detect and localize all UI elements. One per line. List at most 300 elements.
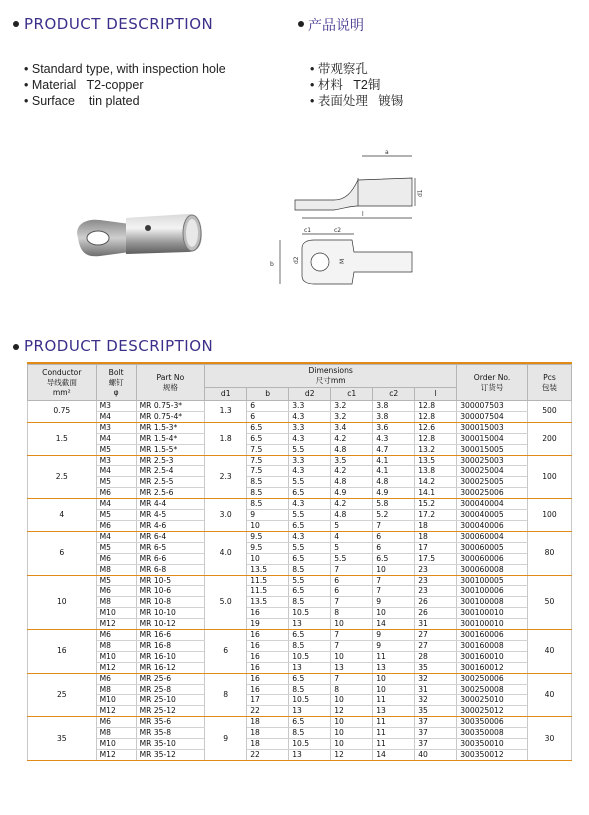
spec-text: Surface tin plated — [31, 94, 140, 108]
c1-cell: 4.2 — [331, 466, 373, 477]
dim-label-m: M — [339, 258, 346, 264]
part-no-cell: MR 2.5-4 — [136, 466, 205, 477]
order-no-cell: 300040006 — [457, 520, 528, 531]
l-cell: 40 — [415, 750, 457, 761]
b-cell: 13.5 — [247, 564, 289, 575]
order-no-cell: 300160008 — [457, 640, 528, 651]
l-cell: 37 — [415, 728, 457, 739]
order-no-cell: 300007503 — [457, 401, 528, 412]
table-row — [28, 542, 572, 553]
b-cell: 13.5 — [247, 597, 289, 608]
header-text: 螺钉 — [108, 377, 124, 387]
l-cell: 28 — [415, 651, 457, 662]
b-cell: 22 — [247, 706, 289, 717]
product-table — [27, 364, 572, 761]
l-cell: 13.5 — [415, 455, 457, 466]
c1-cell: 10 — [331, 717, 373, 728]
bolt-cell: M6 — [96, 586, 136, 597]
bolt-cell: M8 — [96, 728, 136, 739]
table-row — [28, 466, 572, 477]
pcs-cell: 200 — [527, 422, 571, 455]
b-cell: 9.5 — [247, 542, 289, 553]
header-text: 尺寸mm — [315, 376, 346, 385]
spec-text: 表面处理 镀锡 — [317, 94, 404, 108]
bolt-cell: M10 — [96, 608, 136, 619]
header-text: Pcs — [543, 372, 556, 382]
header-text: Conductor — [42, 367, 82, 377]
table-row — [28, 739, 572, 750]
conductor-cell: 4 — [28, 499, 97, 532]
bolt-cell: M8 — [96, 640, 136, 651]
c1-cell: 10 — [331, 651, 373, 662]
table-row — [28, 499, 572, 510]
pcs-cell: 40 — [527, 673, 571, 717]
header-text: 订货号 — [480, 382, 504, 392]
header-text: Order No. — [473, 372, 511, 382]
spec-text: Standard type, with inspection hole — [31, 62, 226, 76]
spec-text: 带观察孔 — [317, 62, 368, 76]
dim-label-d1: d1 — [417, 189, 424, 197]
c2-cell: 4.1 — [373, 466, 415, 477]
part-no-cell: MR 25-10 — [136, 695, 205, 706]
d2-cell: 4.3 — [289, 433, 331, 444]
c1-cell: 4.2 — [331, 433, 373, 444]
header-text: mm² — [52, 387, 71, 397]
d2-cell: 8.5 — [289, 684, 331, 695]
c2-cell: 14 — [373, 619, 415, 630]
technical-drawing — [262, 148, 422, 308]
spec-item: • Standard type, with inspection hole — [24, 62, 226, 76]
header-order — [457, 365, 528, 401]
order-no-cell: 300007504 — [457, 411, 528, 422]
order-no-cell: 300025010 — [457, 695, 528, 706]
c2-cell: 14 — [373, 750, 415, 761]
order-no-cell: 300100006 — [457, 586, 528, 597]
conductor-cell: 16 — [28, 630, 97, 674]
order-no-cell: 300250006 — [457, 673, 528, 684]
d2-cell: 6.5 — [289, 717, 331, 728]
order-no-cell: 300160010 — [457, 651, 528, 662]
part-no-cell: MR 10-10 — [136, 608, 205, 619]
c2-cell: 4.7 — [373, 444, 415, 455]
l-cell: 27 — [415, 630, 457, 641]
spec-item: • 材料 T2铜 — [310, 78, 381, 92]
c1-cell: 3.2 — [331, 411, 373, 422]
dim-label-a: a — [385, 149, 389, 156]
table-row — [28, 750, 572, 761]
section-title-cn: 产品说明 — [308, 18, 364, 34]
order-no-cell: 300350012 — [457, 750, 528, 761]
pcs-cell: 30 — [527, 717, 571, 761]
d2-cell: 6.5 — [289, 520, 331, 531]
c2-cell: 5.2 — [373, 510, 415, 521]
d2-cell: 5.5 — [289, 510, 331, 521]
conductor-cell: 35 — [28, 717, 97, 761]
dim-label-b: b — [270, 261, 274, 268]
bolt-cell: M3 — [96, 455, 136, 466]
c1-cell: 10 — [331, 695, 373, 706]
table-row — [28, 651, 572, 662]
order-no-cell: 300060004 — [457, 531, 528, 542]
header-text: φ — [113, 387, 119, 397]
part-no-cell: MR 10-5 — [136, 575, 205, 586]
b-cell: 6 — [247, 401, 289, 412]
table-row — [28, 520, 572, 531]
b-cell: 11.5 — [247, 575, 289, 586]
l-cell: 15.2 — [415, 499, 457, 510]
b-cell: 8.5 — [247, 499, 289, 510]
l-cell: 17 — [415, 542, 457, 553]
part-no-cell: MR 16-12 — [136, 662, 205, 673]
part-no-cell: MR 25-12 — [136, 706, 205, 717]
d2-cell: 13 — [289, 619, 331, 630]
order-no-cell: 300025012 — [457, 706, 528, 717]
d1-cell: 5.0 — [205, 575, 247, 630]
bolt-cell: M5 — [96, 575, 136, 586]
d2-cell: 3.3 — [289, 422, 331, 433]
b-cell: 8.5 — [247, 488, 289, 499]
bolt-cell: M4 — [96, 433, 136, 444]
bullet-dot — [13, 21, 19, 27]
bolt-cell: M6 — [96, 717, 136, 728]
d2-cell: 13 — [289, 662, 331, 673]
table-row — [28, 684, 572, 695]
header-dimensions — [205, 365, 457, 388]
c2-cell: 4.8 — [373, 477, 415, 488]
d2-cell: 4.3 — [289, 531, 331, 542]
b-cell: 11.5 — [247, 586, 289, 597]
b-cell: 16 — [247, 640, 289, 651]
part-no-cell: MR 16-8 — [136, 640, 205, 651]
bolt-cell: M6 — [96, 520, 136, 531]
bolt-cell: M10 — [96, 739, 136, 750]
d2-cell: 8.5 — [289, 564, 331, 575]
header-text: 导线截面 — [46, 377, 77, 387]
c1-cell: 8 — [331, 608, 373, 619]
part-no-cell: MR 1.5-5* — [136, 444, 205, 455]
b-cell: 19 — [247, 619, 289, 630]
part-no-cell: MR 10-8 — [136, 597, 205, 608]
l-cell: 26 — [415, 608, 457, 619]
bolt-cell: M6 — [96, 488, 136, 499]
pcs-cell: 100 — [527, 455, 571, 499]
c1-cell: 5 — [331, 542, 373, 553]
d2-cell: 10.5 — [289, 651, 331, 662]
b-cell: 16 — [247, 630, 289, 641]
c2-cell: 9 — [373, 630, 415, 641]
c1-cell: 12 — [331, 750, 373, 761]
bolt-cell: M5 — [96, 444, 136, 455]
c2-cell: 10 — [373, 673, 415, 684]
spec-list-cn — [310, 61, 403, 109]
order-no-cell: 300025004 — [457, 466, 528, 477]
c1-cell: 4.8 — [331, 510, 373, 521]
l-cell: 12.8 — [415, 411, 457, 422]
d2-cell: 3.3 — [289, 401, 331, 412]
part-no-cell: MR 16-10 — [136, 651, 205, 662]
table-row — [28, 531, 572, 542]
d2-cell: 5.5 — [289, 575, 331, 586]
order-no-cell: 300015005 — [457, 444, 528, 455]
d1-cell: 3.0 — [205, 499, 247, 532]
spec-text: Material T2-copper — [31, 78, 144, 92]
d1-cell: 1.8 — [205, 422, 247, 455]
table-row — [28, 422, 572, 433]
b-cell: 18 — [247, 728, 289, 739]
c2-cell: 13 — [373, 662, 415, 673]
table-row — [28, 662, 572, 673]
c2-cell: 6 — [373, 542, 415, 553]
d2-cell: 6.5 — [289, 553, 331, 564]
order-no-cell: 300060006 — [457, 553, 528, 564]
part-no-cell: MR 0.75-4* — [136, 411, 205, 422]
header-text: 包装 — [541, 382, 558, 392]
d1-cell: 8 — [205, 673, 247, 717]
d2-cell: 4.3 — [289, 466, 331, 477]
d2-cell: 6.5 — [289, 488, 331, 499]
l-cell: 27 — [415, 640, 457, 651]
d2-cell: 6.5 — [289, 586, 331, 597]
section-title-en-2: PRODUCT DESCRIPTION — [24, 337, 214, 355]
header-pcs — [527, 365, 571, 401]
b-cell: 16 — [247, 662, 289, 673]
pcs-cell: 100 — [527, 499, 571, 532]
c1-cell: 12 — [331, 706, 373, 717]
header-partno — [136, 365, 205, 401]
part-no-cell: MR 6-5 — [136, 542, 205, 553]
bolt-cell: M4 — [96, 531, 136, 542]
order-no-cell: 300350010 — [457, 739, 528, 750]
order-no-cell: 300040005 — [457, 510, 528, 521]
c1-cell: 7 — [331, 630, 373, 641]
d1-cell: 1.3 — [205, 401, 247, 423]
header-text: 规格 — [162, 382, 178, 392]
c1-cell: 10 — [331, 739, 373, 750]
order-no-cell: 300060008 — [457, 564, 528, 575]
dim-label-d2: d2 — [293, 256, 300, 264]
c2-cell: 7 — [373, 575, 415, 586]
d2-cell: 4.3 — [289, 411, 331, 422]
d2-cell: 8.5 — [289, 728, 331, 739]
order-no-cell: 300025003 — [457, 455, 528, 466]
bolt-cell: M8 — [96, 684, 136, 695]
header-d1: d1 — [205, 388, 247, 401]
order-no-cell: 300060005 — [457, 542, 528, 553]
c2-cell: 3.8 — [373, 411, 415, 422]
b-cell: 8.5 — [247, 477, 289, 488]
bolt-cell: M4 — [96, 411, 136, 422]
c1-cell: 4.8 — [331, 477, 373, 488]
c1-cell: 4.9 — [331, 488, 373, 499]
pcs-cell: 50 — [527, 575, 571, 630]
bolt-cell: M12 — [96, 619, 136, 630]
table-row — [28, 553, 572, 564]
table-row — [28, 510, 572, 521]
conductor-cell: 1.5 — [28, 422, 97, 455]
table-row — [28, 586, 572, 597]
header-d2: d2 — [289, 388, 331, 401]
spec-item: • 带观察孔 — [310, 62, 368, 76]
table-row — [28, 717, 572, 728]
b-cell: 7.5 — [247, 444, 289, 455]
conductor-cell: 25 — [28, 673, 97, 717]
table-row — [28, 619, 572, 630]
l-cell: 13.8 — [415, 466, 457, 477]
table-row — [28, 728, 572, 739]
part-no-cell: MR 0.75-3* — [136, 401, 205, 412]
part-no-cell: MR 2.5-5 — [136, 477, 205, 488]
bullet-dot — [13, 344, 19, 350]
b-cell: 16 — [247, 684, 289, 695]
c1-cell: 6 — [331, 586, 373, 597]
c1-cell: 6 — [331, 575, 373, 586]
order-no-cell: 300350006 — [457, 717, 528, 728]
bullet-dot — [298, 21, 304, 27]
header-c2: c2 — [373, 388, 415, 401]
l-cell: 35 — [415, 706, 457, 717]
c2-cell: 7 — [373, 586, 415, 597]
l-cell: 18 — [415, 531, 457, 542]
section-title-en: PRODUCT DESCRIPTION — [24, 15, 214, 33]
c2-cell: 10 — [373, 564, 415, 575]
part-no-cell: MR 10-12 — [136, 619, 205, 630]
b-cell: 9.5 — [247, 531, 289, 542]
part-no-cell: MR 1.5-4* — [136, 433, 205, 444]
l-cell: 14.1 — [415, 488, 457, 499]
l-cell: 12.6 — [415, 422, 457, 433]
l-cell: 13.2 — [415, 444, 457, 455]
header-c1: c1 — [331, 388, 373, 401]
c1-cell: 10 — [331, 728, 373, 739]
d2-cell: 8.5 — [289, 597, 331, 608]
part-no-cell: MR 6-4 — [136, 531, 205, 542]
l-cell: 31 — [415, 619, 457, 630]
c2-cell: 10 — [373, 608, 415, 619]
l-cell: 17.2 — [415, 510, 457, 521]
l-cell: 14.2 — [415, 477, 457, 488]
order-no-cell: 300160012 — [457, 662, 528, 673]
d1-cell: 6 — [205, 630, 247, 674]
c2-cell: 11 — [373, 651, 415, 662]
c2-cell: 10 — [373, 684, 415, 695]
b-cell: 22 — [247, 750, 289, 761]
d2-cell: 6.5 — [289, 630, 331, 641]
part-no-cell: MR 6-8 — [136, 564, 205, 575]
c2-cell: 7 — [373, 520, 415, 531]
order-no-cell: 300015004 — [457, 433, 528, 444]
bolt-cell: M5 — [96, 510, 136, 521]
table-body — [28, 401, 572, 761]
bolt-cell: M4 — [96, 499, 136, 510]
cable-lug-photo — [70, 200, 210, 266]
part-no-cell: MR 35-10 — [136, 739, 205, 750]
part-no-cell: MR 25-6 — [136, 673, 205, 684]
order-no-cell: 300160006 — [457, 630, 528, 641]
c1-cell: 7 — [331, 597, 373, 608]
header-text: Part No — [156, 372, 185, 382]
part-no-cell: MR 25-8 — [136, 684, 205, 695]
bolt-cell: M12 — [96, 750, 136, 761]
conductor-cell: 2.5 — [28, 455, 97, 499]
dim-label-l: l — [362, 211, 364, 218]
spec-list-en — [24, 61, 226, 109]
l-cell: 23 — [415, 564, 457, 575]
table-row — [28, 575, 572, 586]
table-row — [28, 488, 572, 499]
c2-cell: 11 — [373, 717, 415, 728]
b-cell: 16 — [247, 651, 289, 662]
order-no-cell: 300350008 — [457, 728, 528, 739]
c2-cell: 6 — [373, 531, 415, 542]
d2-cell: 13 — [289, 706, 331, 717]
b-cell: 6 — [247, 411, 289, 422]
c2-cell: 3.8 — [373, 401, 415, 412]
d2-cell: 13 — [289, 750, 331, 761]
part-no-cell: MR 35-6 — [136, 717, 205, 728]
order-no-cell: 300100005 — [457, 575, 528, 586]
b-cell: 17 — [247, 695, 289, 706]
table-row — [28, 608, 572, 619]
bolt-cell: M6 — [96, 630, 136, 641]
b-cell: 18 — [247, 717, 289, 728]
l-cell: 32 — [415, 695, 457, 706]
bolt-cell: M6 — [96, 673, 136, 684]
order-no-cell: 300015003 — [457, 422, 528, 433]
c2-cell: 5.8 — [373, 499, 415, 510]
d2-cell: 5.5 — [289, 477, 331, 488]
d2-cell: 10.5 — [289, 695, 331, 706]
b-cell: 6.5 — [247, 422, 289, 433]
order-no-cell: 300025005 — [457, 477, 528, 488]
spec-text: 材料 T2铜 — [317, 78, 381, 92]
spec-item: • Surface tin plated — [24, 94, 140, 108]
pcs-cell: 80 — [527, 531, 571, 575]
spec-item: • Material T2-copper — [24, 78, 144, 92]
table-row — [28, 401, 572, 412]
c2-cell: 6.5 — [373, 553, 415, 564]
bolt-cell: M3 — [96, 422, 136, 433]
b-cell: 10 — [247, 553, 289, 564]
conductor-cell: 6 — [28, 531, 97, 575]
bolt-cell: M8 — [96, 564, 136, 575]
d2-cell: 3.3 — [289, 455, 331, 466]
c2-cell: 11 — [373, 695, 415, 706]
d2-cell: 6.5 — [289, 673, 331, 684]
l-cell: 23 — [415, 586, 457, 597]
c1-cell: 7 — [331, 640, 373, 651]
b-cell: 6.5 — [247, 433, 289, 444]
d1-cell: 4.0 — [205, 531, 247, 575]
c1-cell: 13 — [331, 662, 373, 673]
part-no-cell: MR 2.5-6 — [136, 488, 205, 499]
d2-cell: 4.3 — [289, 499, 331, 510]
header-bolt — [96, 365, 136, 401]
table-row — [28, 564, 572, 575]
part-no-cell: MR 35-12 — [136, 750, 205, 761]
l-cell: 35 — [415, 662, 457, 673]
conductor-cell: 10 — [28, 575, 97, 630]
order-no-cell: 300100008 — [457, 597, 528, 608]
c1-cell: 3.4 — [331, 422, 373, 433]
l-cell: 18 — [415, 520, 457, 531]
l-cell: 26 — [415, 597, 457, 608]
bolt-cell: M10 — [96, 695, 136, 706]
b-cell: 10 — [247, 520, 289, 531]
c1-cell: 5.5 — [331, 553, 373, 564]
l-cell: 37 — [415, 739, 457, 750]
d1-cell: 9 — [205, 717, 247, 761]
l-cell: 31 — [415, 684, 457, 695]
